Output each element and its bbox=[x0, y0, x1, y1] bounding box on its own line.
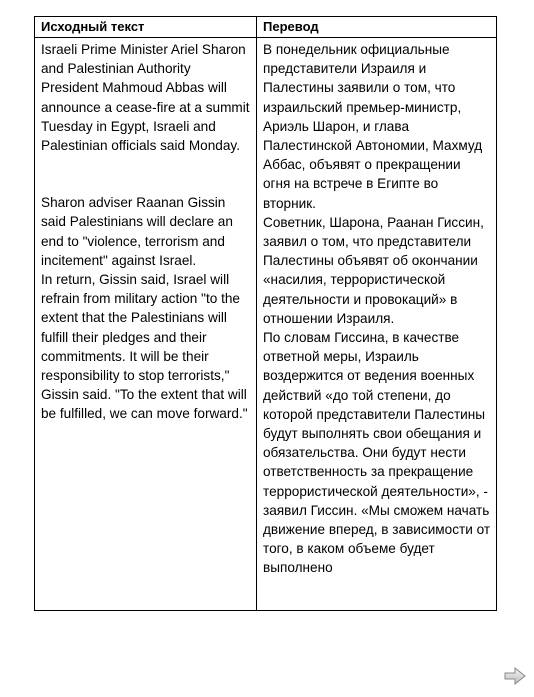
translation-paragraph-1: В понедельник официальные представители Израиля и Палестины заявили о том, что израильский премьер-министр, Ариэль Шарон, и глава Палестинской Автономии, Махмуд Аббас, объявят о прекращении огня на встрече в Египте во вторник. bbox=[263, 42, 483, 211]
table-row bbox=[35, 38, 497, 611]
translation-cell bbox=[257, 38, 497, 611]
source-paragraph-2: Sharon adviser Raanan Gissin said Palestinians will declare an end to "violence, terrorism and incitement" against Israel. bbox=[41, 195, 233, 268]
source-paragraph-1: Israeli Prime Minister Ariel Sharon and Palestinian Authority President Mahmoud Abbas will announce a cease-fire at a summit Tuesday in Egypt, Israeli and Palestinian officials said Monday. bbox=[41, 42, 250, 154]
next-slide-arrow-icon[interactable] bbox=[504, 667, 526, 685]
translation-paragraph-3: По словам Гиссина, в качестве ответной меры, Израиль воздержится от ведения военных действий «до той степени, до которой представители Палестины будут выполнять свои обещания и обязательства. Они будут нести ответственность за прекращение террористической деятельности», - заявил Гиссин. «Мы сможем начать движение вперед, в зависимости от того, в каком объеме будет выполнено bbox=[263, 330, 491, 576]
translation-table bbox=[34, 16, 497, 611]
source-paragraph-3: In return, Gissin said, Israel will refrain from military action "to the extent that the Palestinians will fulfill their pledges and their commitments. It will be their responsibility to stop terrorists," Gissin said. "To the extent that will be fulfilled, we can move forward." bbox=[41, 272, 248, 422]
table-header-row bbox=[35, 17, 497, 38]
translation-paragraph-2: Советник, Шарона, Раанан Гиссин, заявил о том, что представители Палестины объявят об окончании «насилия, террористической деятельности и провокаций» в отношении Израиля. bbox=[263, 214, 484, 326]
source-text-cell bbox=[35, 38, 257, 611]
header-source-text: Исходный текст bbox=[35, 17, 257, 38]
header-translation: Перевод bbox=[257, 17, 497, 38]
